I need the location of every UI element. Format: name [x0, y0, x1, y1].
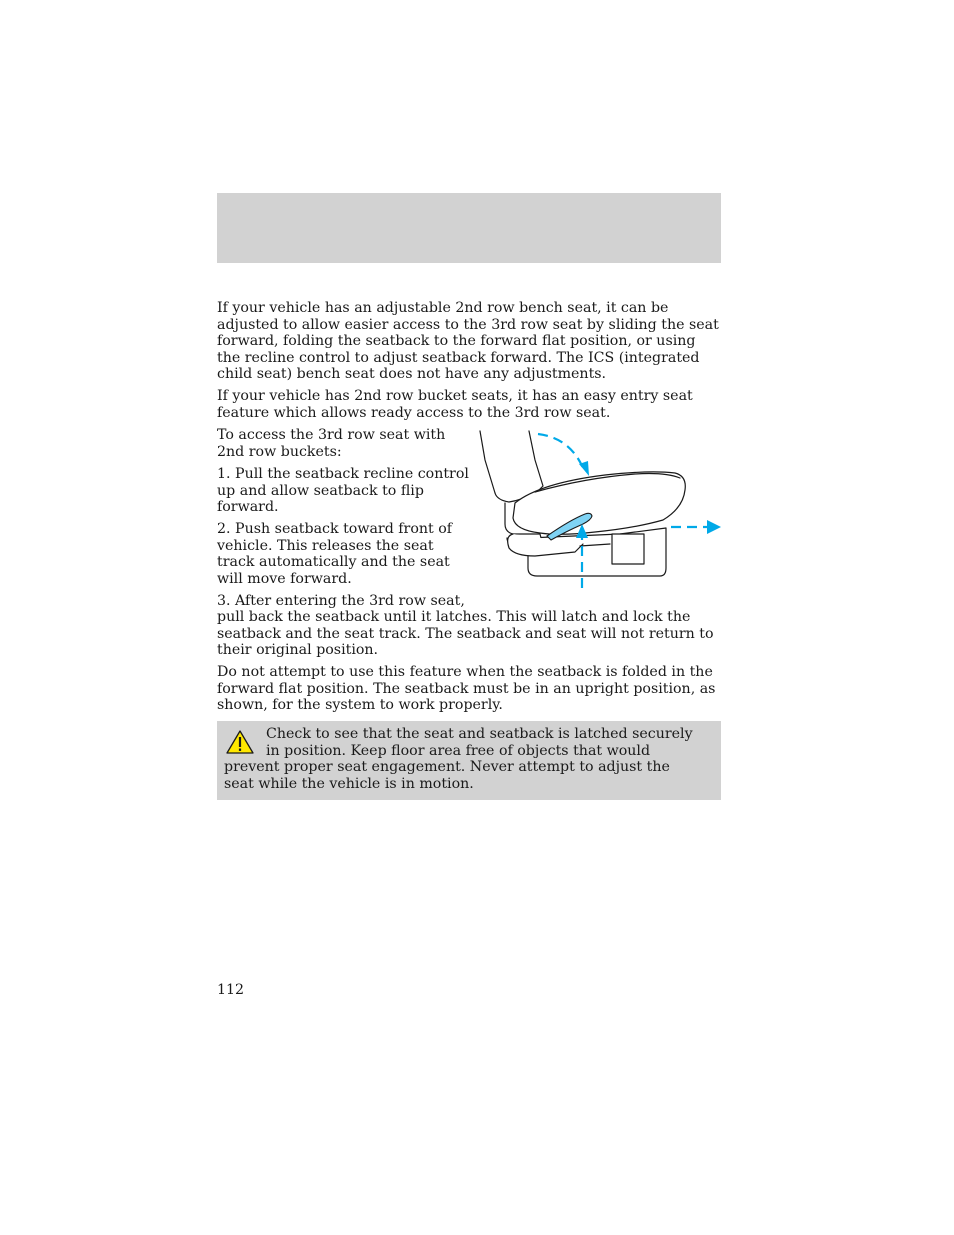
page-number: 112 — [217, 982, 245, 998]
step-3-continued: pull back the seatback until it latches. This will latch and lock the seatback and the seat track. The seatback and seat will not return to their original position. — [217, 609, 714, 658]
step-2: 2. Push seatback toward front of vehicle. This releases the seat track automatically and the seat will move forward. — [217, 521, 453, 587]
paragraph-caution-upright: Do not attempt to use this feature when the seatback is folded in the forward flat position. The seatback must be in an upright position, as shown, for the system to work properly. — [217, 664, 716, 713]
paragraph-bucket-seats: If your vehicle has 2nd row bucket seats, it has an easy entry seat feature which allows ready access to the 3rd row seat. — [217, 388, 693, 421]
step-3-start: 3. After entering the 3rd row seat, — [217, 593, 465, 609]
section-header-band — [217, 193, 721, 263]
step-1: 1. Pull the seatback recline control up and allow seatback to flip forward. — [217, 466, 469, 515]
paragraph-access-intro: To access the 3rd row seat with 2nd row buckets: — [217, 427, 446, 460]
warning-text-block — [224, 726, 694, 792]
paragraph-bench-seat: If your vehicle has an adjustable 2nd row bench seat, it can be adjusted to allow easier access to the 3rd row seat by sliding the seat forward, folding the seatback to the forward flat position, or using the recline control to adjust seatback forward. The ICS (integrated child seat) bench seat does not have any adjustments. — [217, 300, 719, 382]
warning-text: Check to see that the seat and seatback is latched securely in position. Keep floor area free of objects that would prevent proper seat engagement. Never attempt to adjust the seat while the vehicle is in motion. — [224, 726, 693, 792]
warning-box — [217, 721, 721, 800]
seat-recline-diagram — [475, 428, 725, 593]
